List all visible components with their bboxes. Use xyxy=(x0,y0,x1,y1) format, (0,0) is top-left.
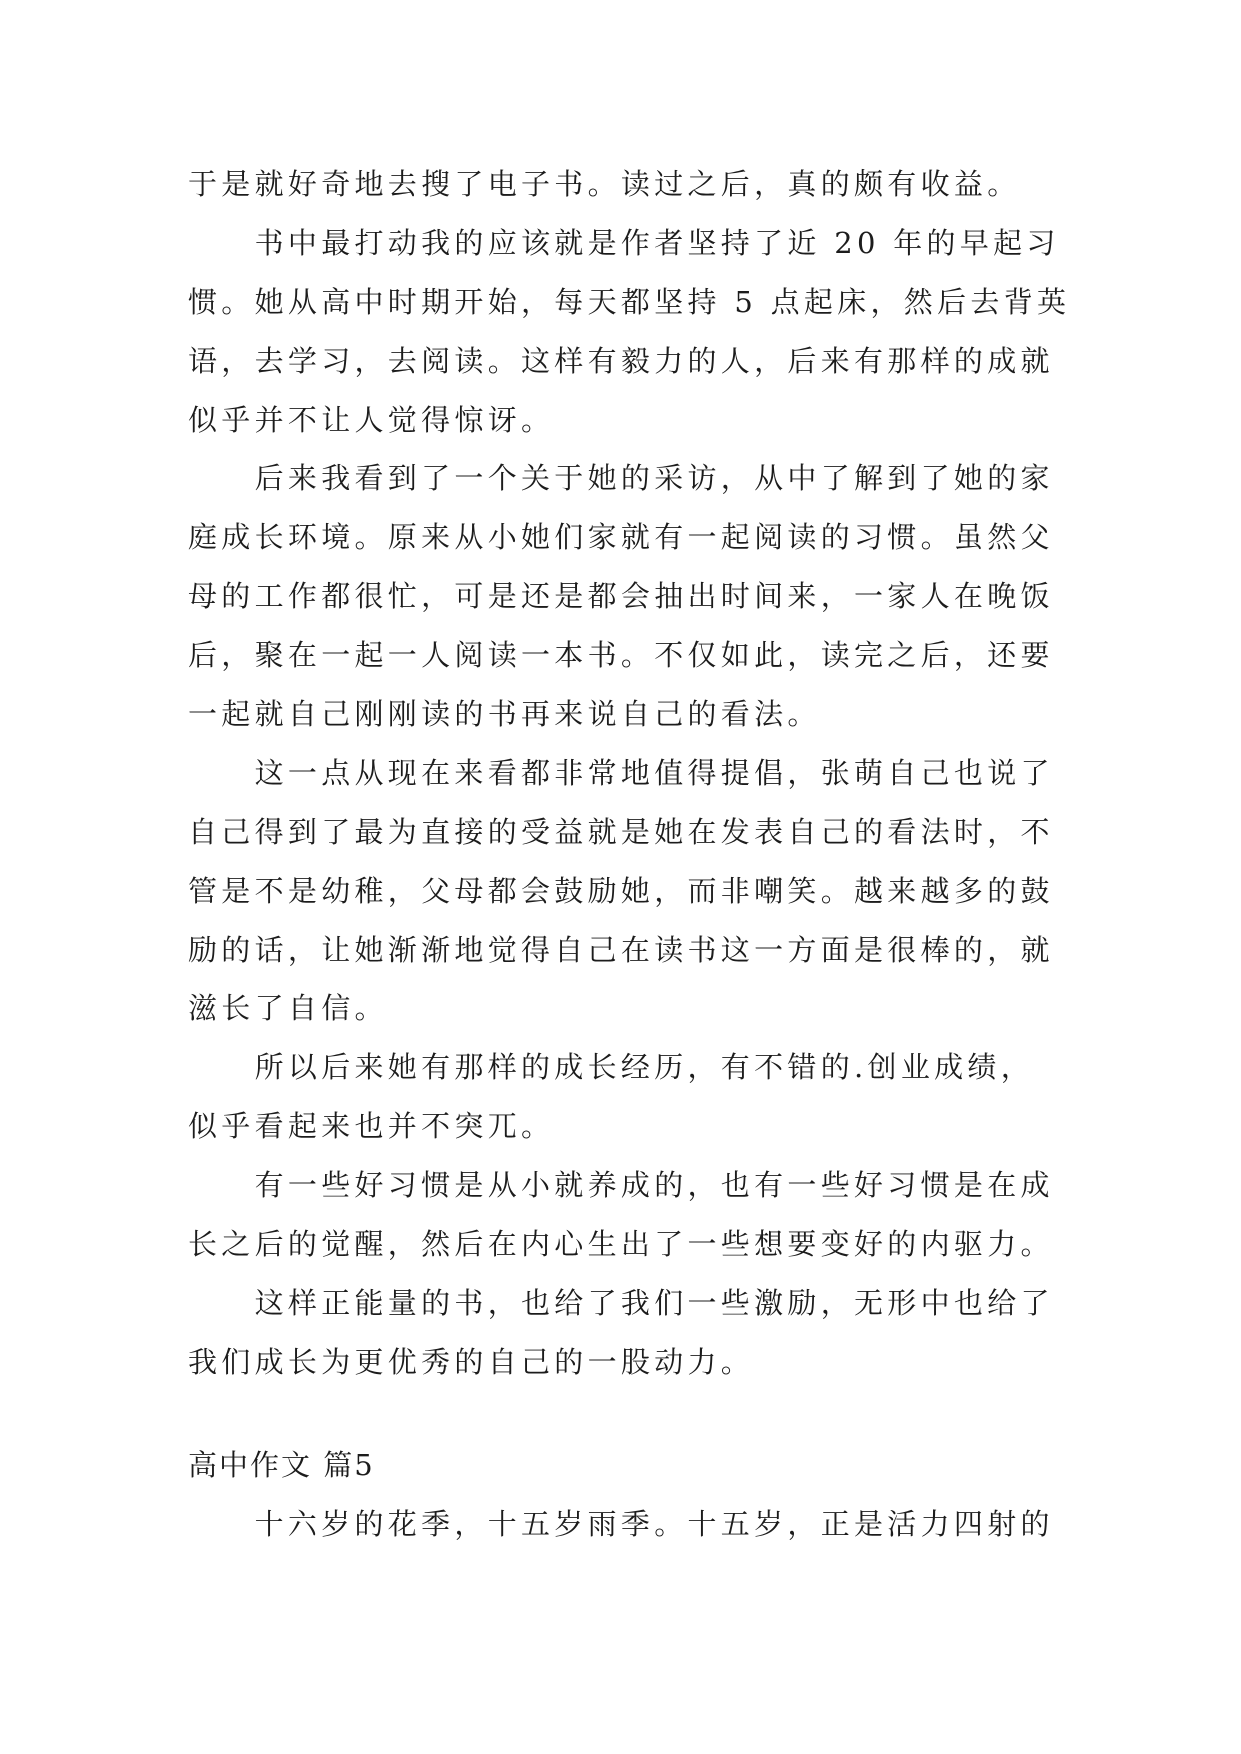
text-line: 我们成长为更优秀的自己的一股动力。 xyxy=(188,1344,755,1379)
text-line: 于是就好奇地去搜了电子书。读过之后，真的颇有收益。 xyxy=(188,167,1021,201)
paragraph xyxy=(188,1038,1088,1156)
text-line: 长之后的觉醒，然后在内心生出了一些想要变好的内驱力。 xyxy=(188,1227,1054,1262)
text-line: 后，聚在一起一人阅读一本书。不仅如此，读完之后，还要 xyxy=(188,638,1054,673)
paragraph xyxy=(188,1156,1088,1274)
text-line: 管是不是幼稚，父母都会鼓励她，而非嘲笑。越来越多的鼓 xyxy=(188,873,1054,908)
section-title: 高中作文 篇5 xyxy=(188,1448,375,1482)
text-line: 这一点从现在来看都非常地值得提倡，张萌自己也说了 xyxy=(254,755,1054,790)
text-line: 有一些好习惯是从小就养成的，也有一些好习惯是在成 xyxy=(254,1168,1054,1203)
text-line: 自己得到了最为直接的受益就是她在发表自己的看法时，不 xyxy=(188,814,1054,849)
text-line: 励的话，让她渐渐地觉得自己在读书这一方面是很棒的，就 xyxy=(188,932,1054,967)
paragraph xyxy=(188,1274,1088,1392)
text-line: 似乎并不让人觉得惊讶。 xyxy=(188,402,555,437)
paragraph xyxy=(188,744,1088,1038)
paragraph xyxy=(188,155,1088,214)
text-line: 庭成长环境。原来从小她们家就有一起阅读的习惯。虽然父 xyxy=(188,520,1054,555)
text-line: 这样正能量的书，也给了我们一些激励，无形中也给了 xyxy=(254,1285,1054,1320)
text-line: 后来我看到了一个关于她的采访，从中了解到了她的家 xyxy=(254,461,1054,496)
text-line: 书中最打动我的应该就是作者坚持了近 20 年的早起习 xyxy=(254,225,1060,260)
text-line: 一起就自己刚刚读的书再来说自己的看法。 xyxy=(188,697,821,732)
text-line: 十六岁的花季，十五岁雨季。十五岁，正是活力四射的 xyxy=(254,1506,1054,1541)
paragraph xyxy=(188,214,1088,450)
article-body xyxy=(188,155,1088,1392)
text-line: 似乎看起来也并不突兀。 xyxy=(188,1109,555,1144)
text-line: 语，去学习，去阅读。这样有毅力的人，后来有那样的成就 xyxy=(188,343,1054,378)
article-section xyxy=(188,1436,1088,1554)
paragraph xyxy=(188,1495,1088,1554)
text-line: 惯。她从高中时期开始，每天都坚持 5 点起床，然后去背英 xyxy=(188,284,1071,319)
text-line: 母的工作都很忙，可是还是都会抽出时间来，一家人在晚饭 xyxy=(188,579,1054,614)
text-line: 滋长了自信。 xyxy=(188,991,388,1026)
text-line: 所以后来她有那样的成长经历，有不错的.创业成绩， xyxy=(254,1050,1035,1085)
paragraph xyxy=(188,449,1088,743)
